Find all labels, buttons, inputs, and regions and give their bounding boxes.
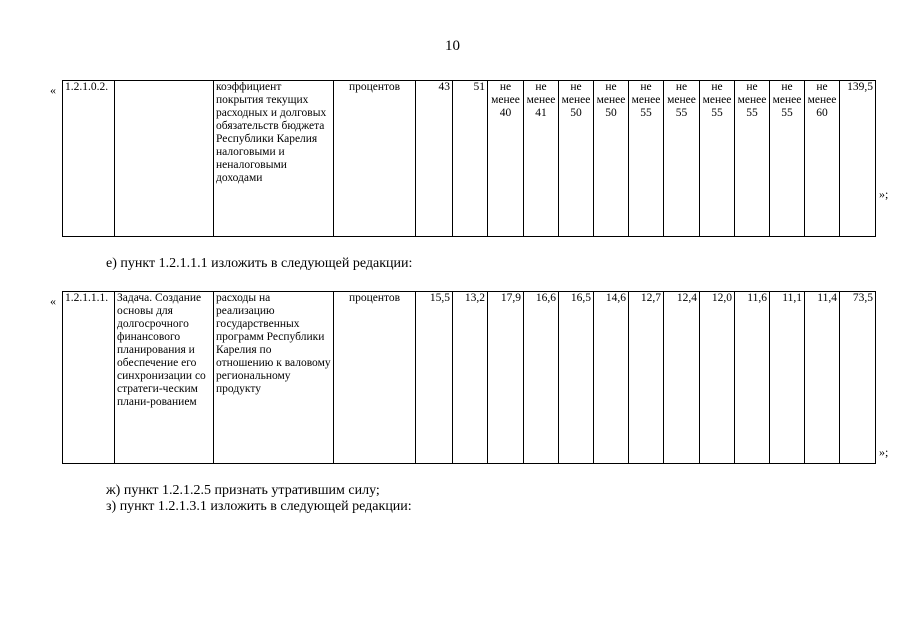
final-value-cell: 139,5 — [840, 81, 876, 237]
unit-cell: процентов — [334, 292, 416, 464]
value-cell: 51 — [453, 81, 488, 237]
value-cell: 11,4 — [805, 292, 840, 464]
table-row — [63, 292, 876, 464]
value-cell: 13,2 — [453, 292, 488, 464]
value-cell: 17,9 — [488, 292, 524, 464]
value-cell: 11,6 — [735, 292, 770, 464]
target-cell: не менее 60 — [805, 81, 840, 237]
indicator-table-2 — [62, 291, 876, 464]
task-cell: Задача. Создание основы для долгосрочного финансового планирования и обеспечение его синхронизации со стратеги-ческим плани-рованием — [115, 292, 214, 464]
target-cell: не менее 55 — [770, 81, 805, 237]
value-cell: 43 — [416, 81, 453, 237]
open-quote-1: « — [50, 83, 56, 97]
table-row — [63, 81, 876, 237]
indicator-name: коэффициент покрытия текущих расходных и долговых обязательств бюджета Республики Карелия налоговыми и неналоговыми доходами — [214, 81, 334, 237]
final-value-cell: 73,5 — [840, 292, 876, 464]
value-cell: 12,4 — [664, 292, 700, 464]
target-cell: не менее 55 — [629, 81, 664, 237]
value-cell: 15,5 — [416, 292, 453, 464]
value-cell: 16,5 — [559, 292, 594, 464]
value-cell: 12,7 — [629, 292, 664, 464]
unit-cell: процентов — [334, 81, 416, 237]
target-cell: не менее 50 — [559, 81, 594, 237]
close-quote-2: »; — [879, 445, 889, 459]
paragraph-zh: ж) пункт 1.2.1.2.5 признать утратившим силу; — [106, 483, 380, 498]
target-cell: не менее 40 — [488, 81, 524, 237]
indicator-name: расходы на реализацию государственных программ Республики Карелия по отношению к валовому региональному продукту — [214, 292, 334, 464]
open-quote-2: « — [50, 294, 56, 308]
paragraph-e: е) пункт 1.2.1.1.1 изложить в следующей редакции: — [106, 256, 413, 271]
target-cell: не менее 55 — [735, 81, 770, 237]
task-cell — [115, 81, 214, 237]
page-number: 10 — [445, 38, 460, 54]
value-cell: 12,0 — [700, 292, 735, 464]
row-code: 1.2.1.1.1. — [63, 292, 115, 464]
target-cell: не менее 41 — [524, 81, 559, 237]
close-quote-1: »; — [879, 187, 889, 201]
target-cell: не менее 55 — [700, 81, 735, 237]
value-cell: 11,1 — [770, 292, 805, 464]
row-code: 1.2.1.0.2. — [63, 81, 115, 237]
target-cell: не менее 55 — [664, 81, 700, 237]
paragraph-z: з) пункт 1.2.1.3.1 изложить в следующей редакции: — [106, 499, 412, 514]
value-cell: 16,6 — [524, 292, 559, 464]
value-cell: 14,6 — [594, 292, 629, 464]
target-cell: не менее 50 — [594, 81, 629, 237]
indicator-table-1 — [62, 80, 876, 237]
